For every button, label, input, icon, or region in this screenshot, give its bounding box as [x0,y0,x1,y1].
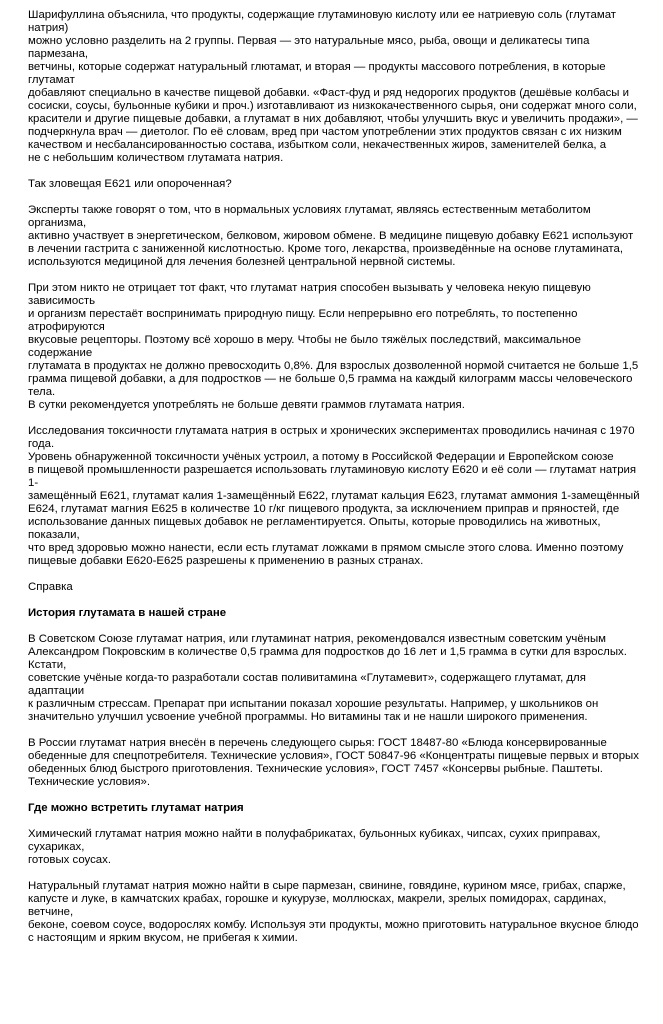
heading-where-found: Где можно встретить глутамат натрия [28,802,244,814]
paragraph-toxicity-research: Исследования токсичности глутамата натрия в острых и хронических экспериментах проводились начиная с 1970 года. Уровень обнаруженной токсичности учёных устроил, а потому в Российской Федерации и Европейском союзе в пищевой промышленности разрешается использовать глутаминовую кислоту E620 и её соли — глутамат натрия 1- замещённый E621, глутамат калия 1-замещённый E622, глутамат кальция E623, глутамат аммония 1-замещённый E624, глутамат магния E625 в количестве 10 г/кг пищевого продукта, за исключением приправ и пряностей, где использование данных пищевых добавок не регламентируется. Опыты, которые проводились на животных, показали, что вред здоровью можно нанести, если есть глутамат ложками в прямом смысле этого слова. Именно поэтому пищевые добавки E620-E625 разрешены к применению в разных странах. [28,425,640,567]
paragraph-gost-standards: В России глутамат натрия внесён в перечень следующего сырья: ГОСТ 18487-80 «Блюда консервированные обеденные для спецпотребителя. Технические условия», ГОСТ 50847-96 «Концентраты пищевые первых и вторых обеденных блюд быстрого приготовления. Технические условия», ГОСТ 7457 «Консервы рыбные. Паштеты. Технические условия». [28,737,639,788]
paragraph-question: Так зловещая E621 или опороченная? [28,178,232,190]
paragraph-metabolism: Эксперты также говорят о том, что в нормальных условиях глутамат, являясь естественным метаболитом организма, активно участвует в энергетическом, белковом, жировом обмене. В медицине пищевую добавку E621 используют в лечении гастрита с заниженной кислотностью. Кроме того, лекарства, произведённые на основе глутамината, используются медициной для лечения болезней центральной нервной системы. [28,204,634,268]
paragraph-natural-sources: Натуральный глутамат натрия можно найти в сыре пармезан, свинине, говядине, курином мясе, грибах, спарже, капусте и луке, в камчатских крабах, горошке и кукурузе, моллюсках, макрели, зрелых помидорах, сардинах, ветчине, беконе, соевом соусе, водорослях комбу. Используя эти продукты, можно приготовить натуральное вкусное блюдо с настоящим и ярким вкусом, не прибегая к химии. [28,880,639,944]
paragraph-chemical-sources: Химический глутамат натрия можно найти в полуфабрикатах, бульонных кубиках, чипсах, сухих приправах, сухариках, готовых соусах. [28,828,601,866]
paragraph-dietitian-quote: Шарифуллина объяснила, что продукты, содержащие глутаминовую кислоту или ее натриевую соль (глутамат натрия) можно условно разделить на 2 группы. Первая — это натуральные мясо, рыба, овощи и деликатесы типа пармезана, ветчины, которые содержат натуральный глютамат, и вторая — продукты массового потребления, в которые глутамат добавляют специально в качестве пищевой добавки. «Фаст-фуд и ряд недорогих продуктов (дешёвые колбасы и сосиски, соусы, бульонные кубики и проч.) изготавливают из низкокачественного сырья, они содержат много соли, красители и другие пищевые добавки, а глутамат в них добавляют, чтобы улучшить вкус и увеличить продажи», — подчеркнула врач — диетолог. По её словам, вред при частом употреблении этих продуктов связан с их низким качеством и несбалансированностью состава, избытком соли, некачественных жиров, заменителей белка, а не с небольшим количеством глутамата натрия. [28,9,638,164]
heading-history: История глутамата в нашей стране [28,607,227,619]
paragraph-soviet-history: В Советском Союзе глутамат натрия, или глутаминат натрия, рекомендовался известным советским учёным Александром Покровским в количестве 0,5 грамма для подростков до 16 лет и 1,5 грамма в сутки для взрослых. Кстати, советские учёные когда-то разработали состав поливитамина «Глутамевит», содержащего глутамат, для адаптации к различным стрессам. Препарат при испытании показал хорошие результаты. Например, у школьников он значительно улучшил усвоение учебной программы. Но витамины так и не нашли широкого применения. [28,633,627,723]
paragraph-reference-label: Справка [28,581,73,593]
paragraph-dependence: При этом никто не отрицает тот факт, что глутамат натрия способен вызывать у человека некую пищевую зависимость и организм перестаёт воспринимать природную пищу. Если непрерывно его потреблять, то постепенно атрофируются вкусовые рецепторы. Поэтому всё хорошо в меру. Чтобы не было тяжёлых последствий, максимальное содержание глутамата в продуктах не должно превосходить 0,8%. Для взрослых дозволенной нормой считается не больше 1,5 грамма пищевой добавки, а для подростков — не больше 0,5 грамма на каждый килограмм массы человеческого тела. В сутки рекомендуется употреблять не больше девяти граммов глутамата натрия. [28,282,639,411]
